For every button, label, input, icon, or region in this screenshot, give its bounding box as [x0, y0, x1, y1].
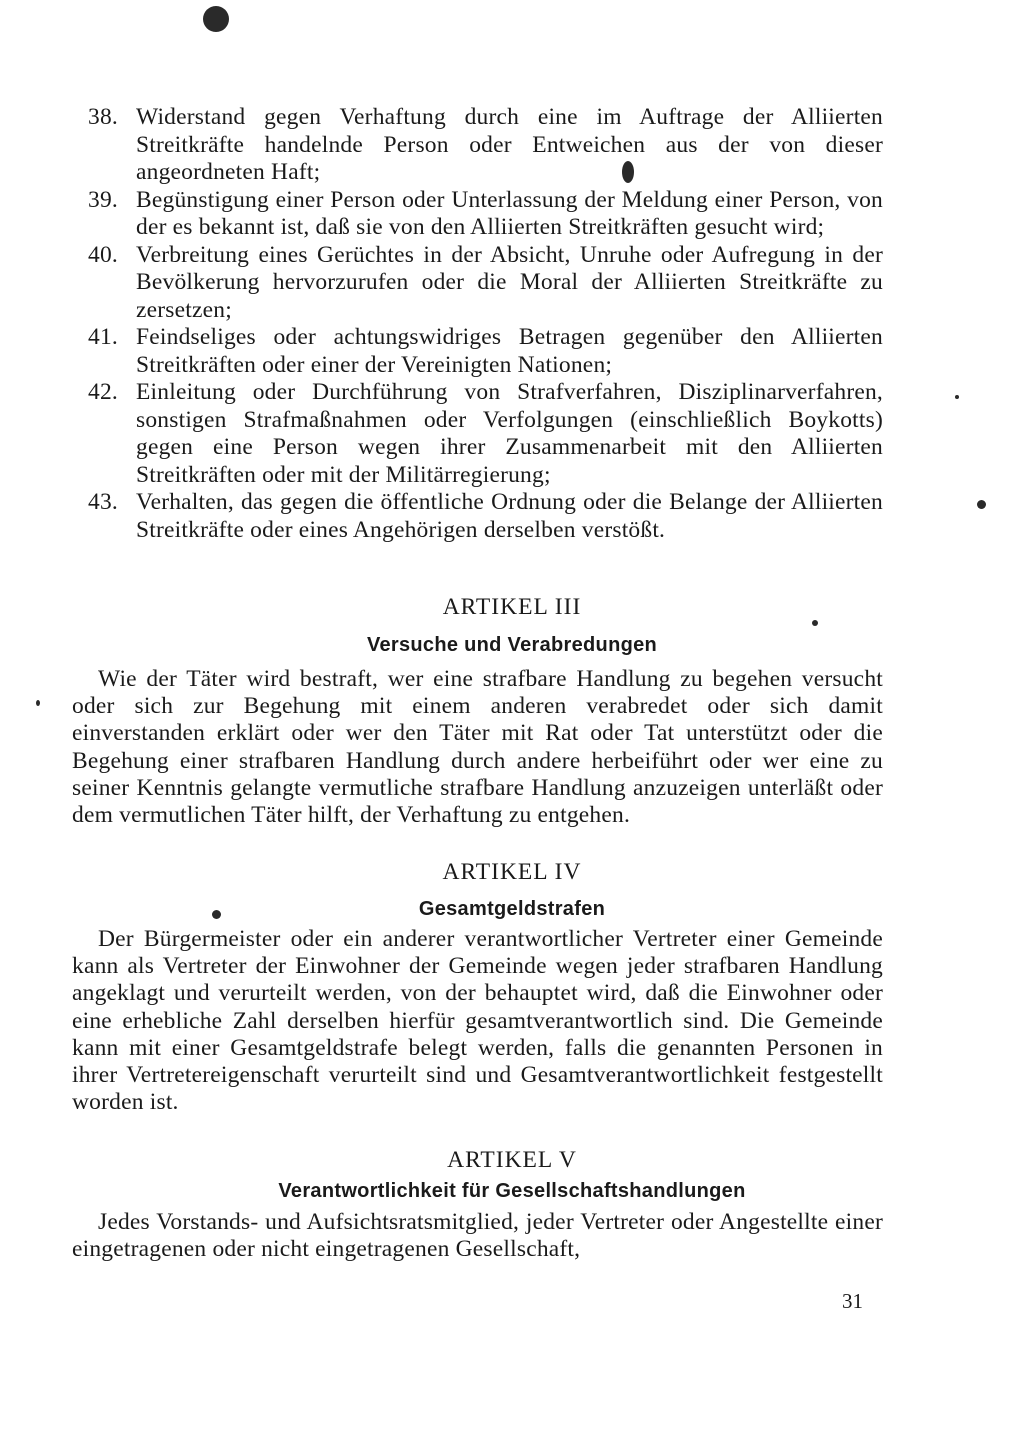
article-3-subheading: Versuche und Verabredungen: [366, 634, 658, 656]
article-3-body: Wie der Täter wird bestraft, wer eine strafbare Handlung zu begehen versucht oder sich zur Begehung mit einem anderen verabredet oder sich damit einverstanden erklärt oder wer den Täter mit Rat oder Tat unterstützt oder die Begehung einer strafbaren Handlung durch andere herbeiführt oder wer eine zu seiner Kenntnis gelangte vermutliche strafbare Handlung anzuzeigen unterläßt oder dem vermutlichen Täter hilft, der Verhaftung zu entgehen.: [72, 666, 883, 829]
item-text: Feindseliges oder achtungswidriges Betragen gegenüber den Alliierten Streitkräften oder einer der Vereinigten Nationen;: [136, 324, 883, 378]
item-text: Begünstigung einer Person oder Unterlassung der Meldung einer Person, von der es bekannt ist, daß sie von den Alliierten Streitkräften gesucht wird;: [136, 186, 883, 240]
article-4-body: Der Bürgermeister oder ein anderer verantwortlicher Vertreter einer Gemeinde kann als Vertreter der Einwohner der Gemeinde wegen jeder strafbaren Handlung angeklagt und verurteilt werden, von der behauptet wird, daß die Einwohner oder eine erhebliche Zahl derselben hierfür gesamtverantwortlich sind. Die Gemeinde kann mit einer Gesamtgeldstrafe belegt werden, falls die genannten Personen in ihrer Vertretereigenschaft verurteilt sind und Gesamtverantwortlichkeit festgestellt worden ist.: [72, 926, 883, 1116]
ink-blot: [203, 6, 229, 32]
article-5-heading: ARTIKEL V: [447, 1147, 577, 1173]
article-4-heading: ARTIKEL IV: [442, 859, 582, 885]
item-number: 38.: [88, 104, 118, 130]
ink-speck: [955, 395, 959, 399]
item-number: 39.: [88, 186, 118, 213]
article-4-subheading: Gesamtgeldstrafen: [418, 898, 606, 920]
list-item: [88, 187, 883, 242]
ink-speck: [977, 500, 986, 509]
list-item: [88, 324, 883, 379]
item-number: 40.: [88, 241, 118, 268]
article-5-body: Jedes Vorstands- und Aufsichtsratsmitglied, jeder Vertreter oder Angestellte einer eingetragenen oder nicht eingetragenen Gesellschaft,: [72, 1209, 883, 1263]
article-3-heading: ARTIKEL III: [442, 594, 582, 620]
article-5-subheading: Verantwortlichkeit für Gesellschaftshandlungen: [278, 1180, 746, 1202]
offense-list: [88, 104, 883, 544]
item-text: Verhalten, das gegen die öffentliche Ordnung oder die Belange der Alliierten Streitkräfte oder eines Angehörigen derselben verstößt.: [136, 489, 883, 543]
list-item: [88, 104, 883, 187]
ink-speck: [36, 700, 40, 706]
item-number: 42.: [88, 379, 118, 405]
item-text: Einleitung oder Durchführung von Strafverfahren, Disziplinarverfahren, sonstigen Strafmaßnahmen oder Verfolgungen (einschließlich Boykotts) gegen eine Person wegen ihrer Zusammenarbeit mit den Alliierten Streitkräften oder mit der Militärregierung;: [136, 379, 883, 488]
item-number: 41.: [88, 324, 118, 350]
item-text: Widerstand gegen Verhaftung durch eine im Auftrage der Alliierten Streitkräfte handelnde Person oder Entweichen aus der von dieser angeordneten Haft;: [136, 104, 883, 185]
item-number: 43.: [88, 489, 118, 515]
item-text: Verbreitung eines Gerüchtes in der Absicht, Unruhe oder Aufregung in der Bevölkerung hervorzurufen oder die Moral der Alliierten Streitkräfte zu zersetzen;: [136, 241, 883, 323]
list-item: [88, 489, 883, 544]
page-number: 31: [842, 1289, 863, 1313]
list-item: [88, 379, 883, 489]
list-item: [88, 242, 883, 325]
